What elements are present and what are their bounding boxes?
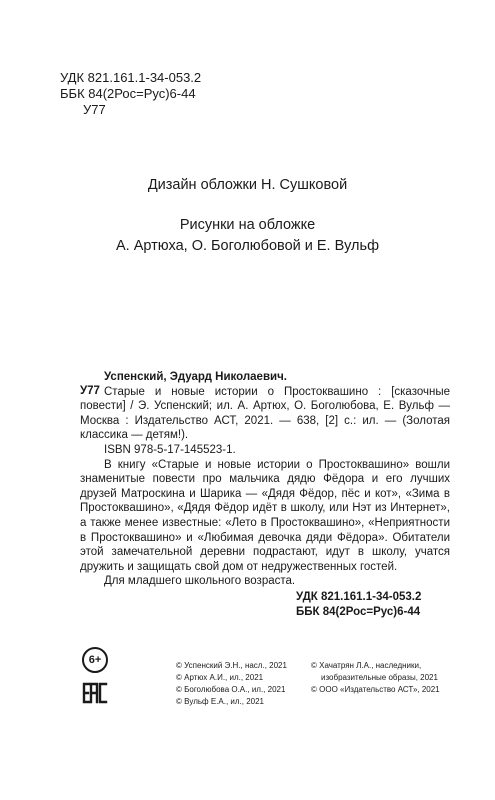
copyright-line: © Артюх А.И., ил., 2021 xyxy=(176,673,264,682)
copyright-line: © Успенский Э.Н., насл., 2021 xyxy=(176,661,287,670)
age-rating-badge: 6+ xyxy=(82,647,108,673)
eac-mark-icon xyxy=(82,680,108,706)
cover-design-credit: Дизайн обложки Н. Сушковой xyxy=(147,177,348,193)
bottom-codes xyxy=(296,590,421,620)
author-sign: У77 xyxy=(83,102,106,117)
copyrights-left xyxy=(176,660,287,708)
catalog-annotation: В книгу «Старые и новые истории о Простоквашино» вошли знаменитые повести про мальчика дядю Фёдора и его лучших друзей Матроскина и Шарика — «Дядя Фёдор, пёс и кот», «Зима в Простоквашино», «Дядя Фёдор идёт в школу, или Нэт из Интернет», а также менее известные: «Лето в Простоквашино», «Неприятности в Простоквашино» и «Любимая девочка дяди Фёдора». Обитатели этой замечательной деревни подрастают, идут в школу, учатся дружить и защищать свой дом от недружественных гостей. xyxy=(80,458,450,573)
cover-drawings-artists: А. Артюха, О. Боголюбовой и Е. Вульф xyxy=(115,238,380,254)
catalog-audience: Для младшего школьного возраста. xyxy=(104,575,296,588)
bottom-bbk: ББК 84(2Рос=Рус)6-44 xyxy=(296,606,421,618)
copyright-line: © Вульф Е.А., ил., 2021 xyxy=(176,697,264,706)
catalog-code: У77 xyxy=(80,385,100,397)
copyright-line: изобразительные образы, 2021 xyxy=(321,673,438,682)
catalog-entry: Старые и новые истории о Простоквашино : [сказочные повести] / Э. Успенский; ил. А. Артюх, О. Боголюбова, Е. Вульф — Москва : Издательство АСТ, 2021. — 638, [2] с.: ил. — (Золотая классика — детям!). xyxy=(80,385,450,442)
catalog-isbn: ISBN 978-5-17-145523-1. xyxy=(104,443,236,456)
cover-drawings-title: Рисунки на обложке xyxy=(179,217,316,233)
catalog-author: Успенский, Эдуард Николаевич. xyxy=(104,371,287,383)
bbk-code: ББК 84(2Рос=Рус)6-44 xyxy=(60,86,196,101)
copyright-line: © ООО «Издательство АСТ», 2021 xyxy=(311,685,440,694)
copyright-line: © Боголюбова О.А., ил., 2021 xyxy=(176,685,286,694)
copyrights-right xyxy=(311,660,440,696)
bottom-udk: УДК 821.161.1-34-053.2 xyxy=(296,591,422,603)
catalog-card xyxy=(80,370,450,589)
udk-code: УДК 821.161.1-34-053.2 xyxy=(60,70,202,85)
copyright-line: © Хачатрян Л.А., наследники, xyxy=(311,661,422,670)
classification-block xyxy=(60,70,201,118)
